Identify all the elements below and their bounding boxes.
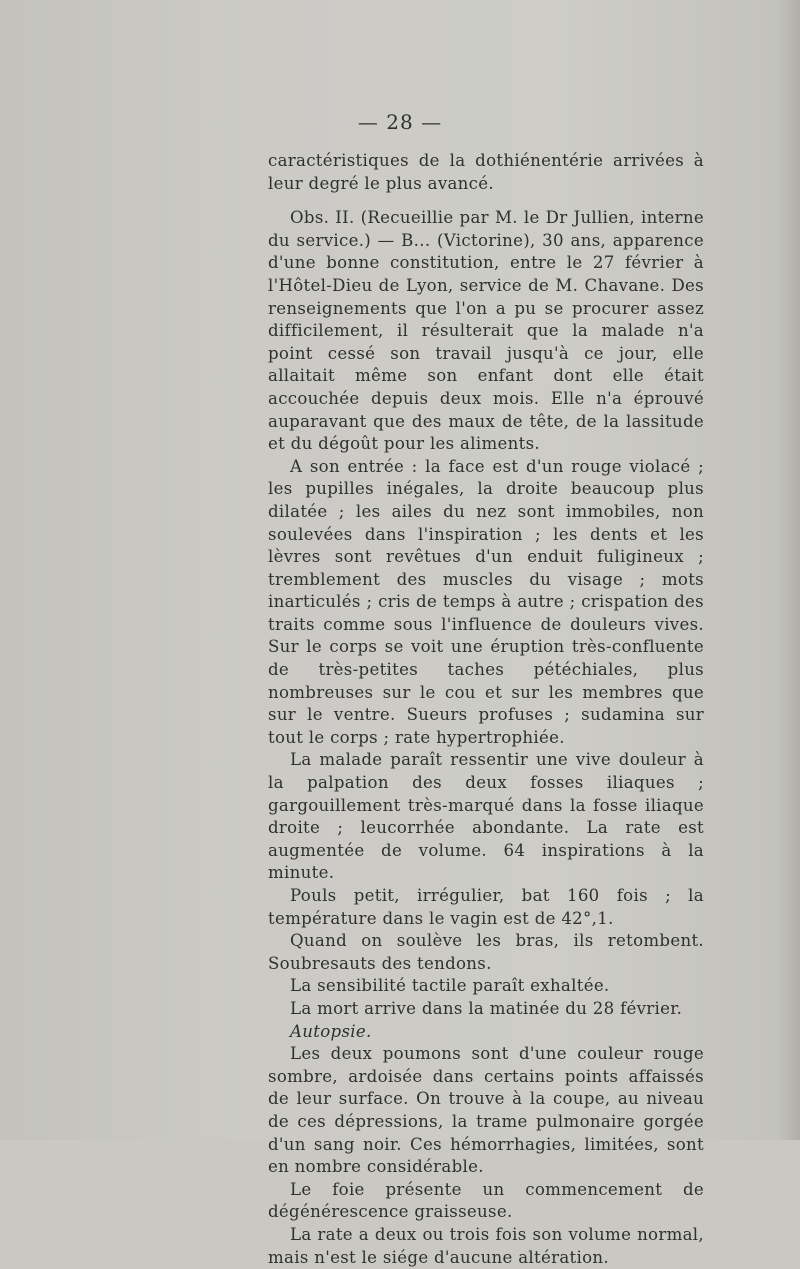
paragraph-lungs: Les deux poumons sont d'une couleur rouge sombre, ardoisée dans certains points affaissés de leur surface. On trouve à la coupe, au niveau de ces dépressions, la trame pulmonaire gorgée d'un sang noir. Ces hémorrhagies, limitées, sont en nombre considérable. <box>268 1044 704 1177</box>
paragraph-palpation: La malade paraît ressentir une vive douleur à la palpation des deux fosses iliaques ; gargouillement très-marqué dans la fosse iliaque droite ; leucorrhée abondante. La rate est augmentée de volume. 64 inspirations à la minute. <box>268 750 704 883</box>
page-number: — 28 — <box>357 110 443 134</box>
paragraph-autopsy-heading: Autopsie. <box>290 1021 372 1041</box>
paragraph-liver: Le foie présente un commencement de dégénérescence graisseuse. <box>268 1179 704 1222</box>
paragraph-observation: Obs. II. (Recueillie par M. le Dr Jullien, interne du service.) — B... (Victorine), 30 ans, apparence d'une bonne constitution, entre le 27 février à l'Hôtel-Dieu de Lyon, service de M. Chavane. Des renseignements que l'on a pu se procurer assez difficilement, il résulterait que la malade n'a point cessé son travail jusqu'à ce jour, elle allaitait même son enfant dont elle était accouchée depuis deux mois. Elle n'a éprouvé auparavant que des maux de tête, de la lassitude et du dégoût pour les aliments. <box>268 208 704 454</box>
page-edge-shadow <box>778 0 800 1140</box>
paragraph-pulse: Pouls petit, irrégulier, bat 160 fois ; la température dans le vagin est de 42°,1. <box>268 886 704 928</box>
paragraph-death: La mort arrive dans la matinée du 28 février. <box>290 998 683 1018</box>
paragraph-spleen: La rate a deux ou trois fois son volume normal, mais n'est le siége d'aucune altération. <box>268 1224 704 1267</box>
paragraph-admission: A son entrée : la face est d'un rouge violacé ; les pupilles inégales, la droite beaucoup plus dilatée ; les ailes du nez sont immobiles, non soulevées dans l'inspiration ; les dents et les lèvres sont revêtues d'un enduit fuligineux ; tremblement des muscles du visage ; mots inarticulés ; cris de temps à autre ; crispation des traits comme sous l'influence de douleurs vives. Sur le corps se voit une éruption très-confluente de très-petites taches pétéchiales, plus nombreuses sur le cou et sur les membres que sur le ventre. Sueurs profuses ; sudamina sur tout le corps ; rate hypertrophiée. <box>268 456 704 747</box>
paragraph-continuation: caractéristiques de la dothiénentérie arrivées à leur degré le plus avancé. <box>268 151 704 193</box>
paragraph-sensibility: La sensibilité tactile paraît exhaltée. <box>290 976 610 996</box>
paragraph-arms: Quand on soulève les bras, ils retombent. Soubresauts des tendons. <box>268 931 704 973</box>
body-text <box>268 150 704 1269</box>
paragraph-gap <box>268 195 704 207</box>
